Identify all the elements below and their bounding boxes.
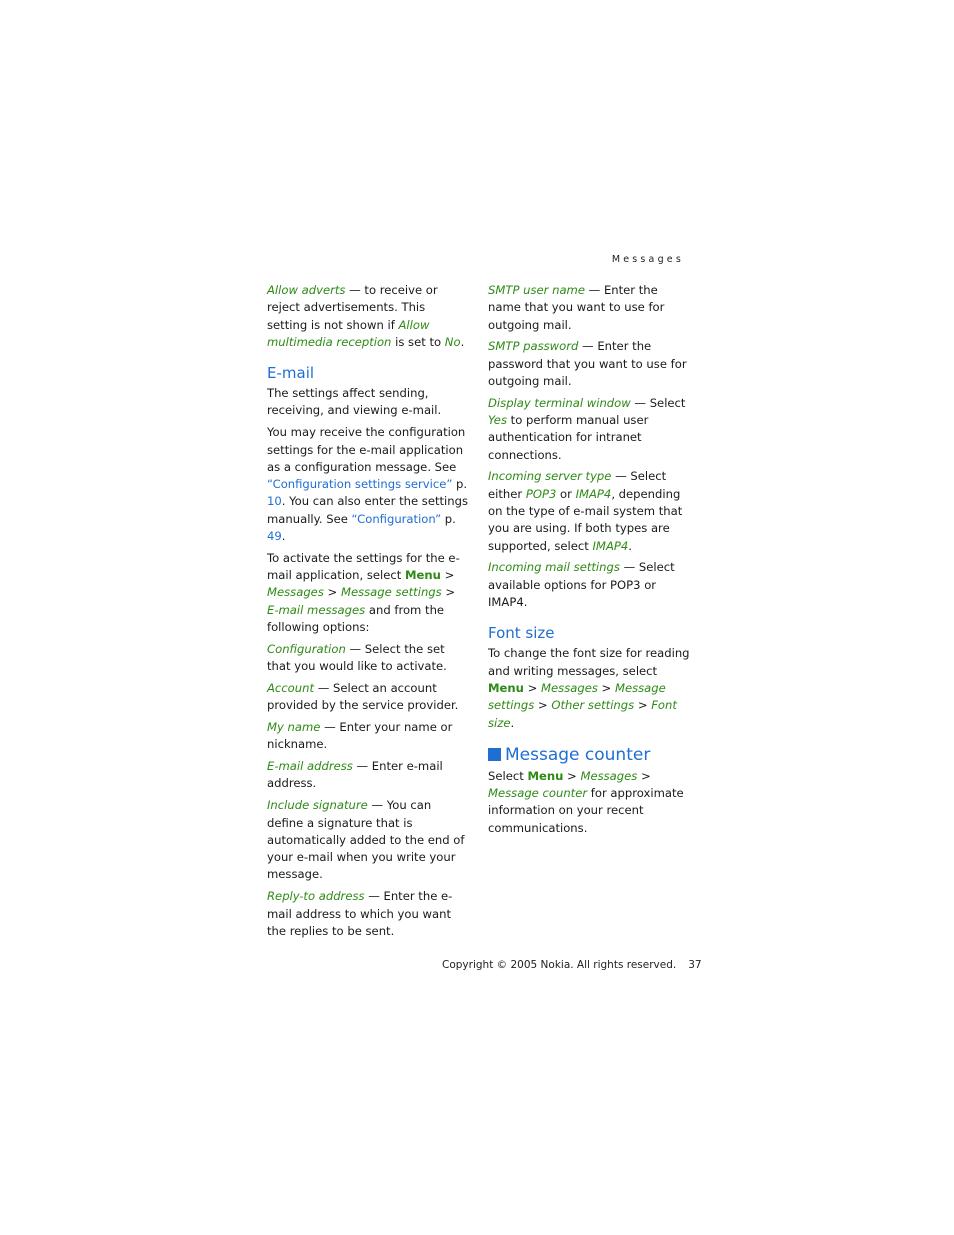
configuration-link[interactable]: “Configuration” xyxy=(351,511,442,526)
allow-adverts-paragraph: Allow adverts — to receive or reject advertisements. This setting is not shown if Allow multimedia reception is set to No. xyxy=(267,283,465,349)
email-config-paragraph: You may receive the configuration settings for the e-mail application as a configuration message. See “Configuration settings service” p. 10. You can also enter the settings manually. See “Configuration” p. 49. xyxy=(267,425,469,544)
email-activate-paragraph: To activate the settings for the e-mail application, select Menu > Messages > Message settings > E-mail messages and from the following options: xyxy=(267,550,460,635)
allow-adverts-term: Allow adverts xyxy=(267,283,346,297)
message-counter-paragraph: Select Menu > Messages > Message counter for approximate information on your recent communications. xyxy=(488,768,684,835)
option-email-address: E-mail address — Enter e-mail address. xyxy=(267,759,443,791)
option-smtp-password: SMTP password — Enter the password that you want to use for outgoing mail. xyxy=(488,339,687,388)
page-number: 37 xyxy=(688,959,702,971)
allow-multimedia-ref: Allow multimedia reception xyxy=(267,317,430,349)
option-smtp-user-name: SMTP user name — Enter the name that you want to use for outgoing mail. xyxy=(488,283,665,332)
message-counter-heading: Message counter xyxy=(488,744,694,766)
option-incoming-mail-settings: Incoming mail settings — Select available options for POP3 or IMAP4. xyxy=(488,560,675,610)
option-display-terminal-window: Display terminal window — Select Yes to perform manual user authentication for intranet connections. xyxy=(488,395,686,462)
email-heading: E-mail xyxy=(267,364,315,383)
page-footer xyxy=(442,957,702,974)
section-square-icon xyxy=(488,748,501,761)
option-include-signature: Include signature — You can define a signature that is automatically added to the end of your e-mail when you write your message. xyxy=(267,798,465,882)
option-my-name: My name — Enter your name or nickname. xyxy=(267,720,453,752)
font-size-paragraph: To change the font size for reading and writing messages, select Menu > Messages > Message settings > Other settings > Font size. xyxy=(488,646,690,730)
page-link-10[interactable]: 10 xyxy=(267,494,282,509)
copyright: Copyright © 2005 Nokia. All rights reserved. xyxy=(442,959,677,971)
running-header: Messages xyxy=(611,254,684,265)
email-intro: The settings affect sending, receiving, and viewing e-mail. xyxy=(267,386,442,418)
option-reply-to-address: Reply-to address — Enter the e-mail address to which you want the replies to be sent. xyxy=(267,889,453,938)
option-account: Account — Select an account provided by the service provider. xyxy=(267,680,459,713)
option-incoming-server-type: Incoming server type — Select either POP3 or IMAP4, depending on the type of e-mail system that you are using. If both types are supported, select IMAP4. xyxy=(488,469,683,553)
font-size-heading: Font size xyxy=(488,624,555,643)
config-settings-service-link[interactable]: “Configuration settings service” xyxy=(267,477,453,492)
page-link-49[interactable]: 49 xyxy=(267,529,282,544)
left-column xyxy=(267,282,469,945)
right-column xyxy=(488,282,694,842)
option-configuration: Configuration — Select the set that you would like to activate. xyxy=(267,641,447,674)
